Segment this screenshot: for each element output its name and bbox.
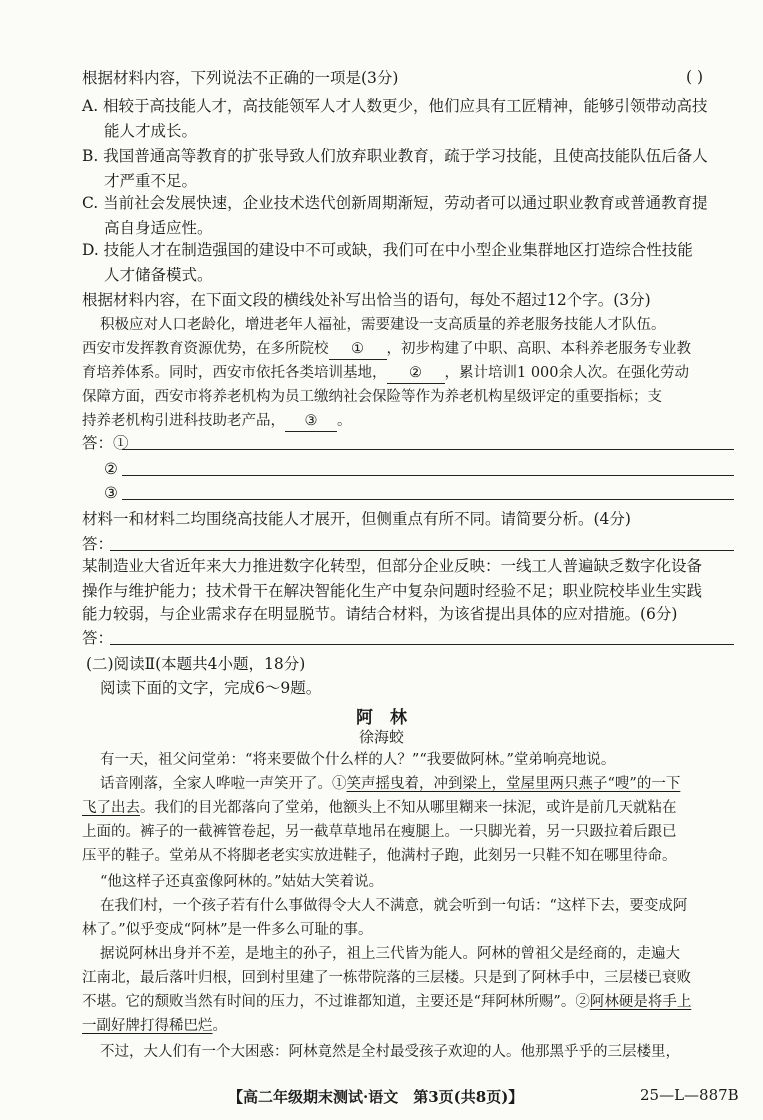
story-line: “他这样子还真蛮像阿林的。”姑姑大笑着说。 [100,874,384,890]
story-line: 上面的。裤子的一截裤管卷起，另一截草草地吊在瘦腿上。一只脚光着，另一只趿拉着后跟已 [82,824,677,840]
story-line: 有一天，祖父问堂弟：“将来要做个什么样的人？”“我要做阿林。”堂弟响亮地说。 [100,752,616,768]
page-footer: 【高二年级期末测试·语文 第3页(共8页)】 [228,1088,524,1106]
option-a-line1: A. 相较于高技能人才，高技能领军人才人数更少，他们应具有工匠精神，能够引领带动高技 [82,97,708,115]
passage-line: 保障方面，西安市将养老机构为员工缴纳社会保险等作为养老机构星级评定的重要指标；支 [82,389,662,405]
answer-bracket: ( ) [686,68,704,86]
fill-blank-2[interactable]: ② [387,363,445,384]
option-b-line2: 才严重不足。 [104,172,198,190]
answer-line[interactable] [110,644,734,645]
option-c-line1: C. 当前社会发展快速，企业技术迭代创新周期渐短，劳动者可以通过职业教育或普通教育提 [82,194,708,212]
story-line: 一副好牌打得稀巴烂。 [82,1018,227,1034]
passage-line: 积极应对人口老龄化，增进老年人福祉，需要建设一支高质量的养老服务技能人才队伍。 [100,317,666,333]
story-author: 徐海蛟 [358,728,404,746]
question-6-line2: 操作与维护能力；技术骨干在解决智能化生产中复杂问题时经验不足；职业院校毕业生实践 [82,582,703,600]
story-line: 在我们村，一个孩子若有什么事做得令大人不满意，就会听到一句话：“这样下去，要变成阿 [100,898,688,914]
answer-line-3[interactable] [122,499,734,500]
question-5-stem: 材料一和材料二均围绕高技能人才展开，但侧重点有所不同。请简要分析。(4分) [82,510,631,528]
fill-blank-3[interactable]: ③ [285,411,337,432]
section-instructions: 阅读下面的文字，完成6～9题。 [100,679,322,697]
question-6-line1: 某制造业大省近年来大力推进数字化转型，但部分企业反映：一线工人普遍缺乏数字化设备 [82,557,703,575]
story-line: 林了。”似乎变成“阿林”是一件多么可耻的事。 [82,922,373,938]
question-3-stem: 根据材料内容，下列说法不正确的一项是(3分) [82,69,399,87]
answer-line-2[interactable] [122,475,734,476]
section-heading: (二)阅读Ⅱ(本题共4小题，18分) [86,655,306,673]
answer-line-1[interactable] [122,449,734,450]
story-line: 压平的鞋子。堂弟从不将脚老老实实放进鞋子，他满村子跑，此刻另一只鞋不知在哪里待命。 [82,848,677,864]
passage-line: 持养老机构引进科技助老产品， ③ 。 [82,411,352,432]
answer-line[interactable] [110,550,734,551]
option-d-line1: D. 技能人才在制造强国的建设中不可或缺，我们可在中小型企业集群地区打造综合性技能 [82,241,693,259]
option-c-line2: 高自身适应性。 [104,219,213,237]
answer-label: 答：① [82,434,129,452]
story-title: 阿 林 [356,708,407,728]
story-line: 不堪。它的颓败当然有时间的压力，不过谁都知道，主要还是“拜阿林所赐”。②阿林硬是将手上 [82,994,692,1010]
option-b-line1: B. 我国普通高等教育的扩张导致人们放弃职业教育，疏于学习技能，且使高技能队伍后备人 [82,147,708,165]
option-d-line2: 人才储备模式。 [104,266,213,284]
story-line: 话音刚落，全家人哗啦一声笑开了。①笑声摇曳着，冲到梁上，堂屋里两只燕子“嗖”的一下 [100,776,681,792]
question-6-line3: 能力较弱，与企业需求存在明显脱节。请结合材料，为该省提出具体的应对措施。(6分) [82,605,678,623]
fill-blank-1[interactable]: ① [329,339,387,360]
story-line: 不过，大人们有一个大困惑：阿林竟然是全村最受孩子欢迎的人。他那黑乎乎的三层楼里， [100,1044,680,1060]
underlined-sentence-1: 笑声摇曳着，冲到梁上，堂屋里两只燕子“嗖”的一下 [346,776,681,792]
question-4-stem: 根据材料内容，在下面文段的横线处补写出恰当的语句，每处不超过12个字。(3分) [82,291,651,309]
story-line: 飞了出去。我们的目光都落向了堂弟，他额头上不知从哪里糊来一抹泥，或许是前几天就粘在 [82,800,677,816]
exam-code: 25—L—887B [640,1086,739,1104]
answer-label: 答： [82,535,114,553]
underlined-sentence-2: 阿林硬是将手上 [589,994,692,1010]
story-line: 江南北，最后落叶归根，回到村里建了一栋带院落的三层楼。只是到了阿林手中，三层楼已衰败 [82,970,691,986]
answer-label: 答： [82,629,114,647]
passage-line: 西安市发挥教育资源优势，在多所院校 ① ，初步构建了中职、高职、本科养老服务专业教 [82,339,691,360]
answer-label: ② [104,460,118,478]
story-line: 据说阿林出身并不差，是地主的孙子，祖上三代皆为能人。阿林的曾祖父是经商的，走遍大 [100,946,680,962]
answer-label: ③ [104,484,118,502]
passage-line: 育培养体系。同时，西安市依托各类培训基地， ② ，累计培训1 000余人次。在强化劳动 [82,363,689,384]
option-a-line2: 能人才成长。 [104,122,198,140]
